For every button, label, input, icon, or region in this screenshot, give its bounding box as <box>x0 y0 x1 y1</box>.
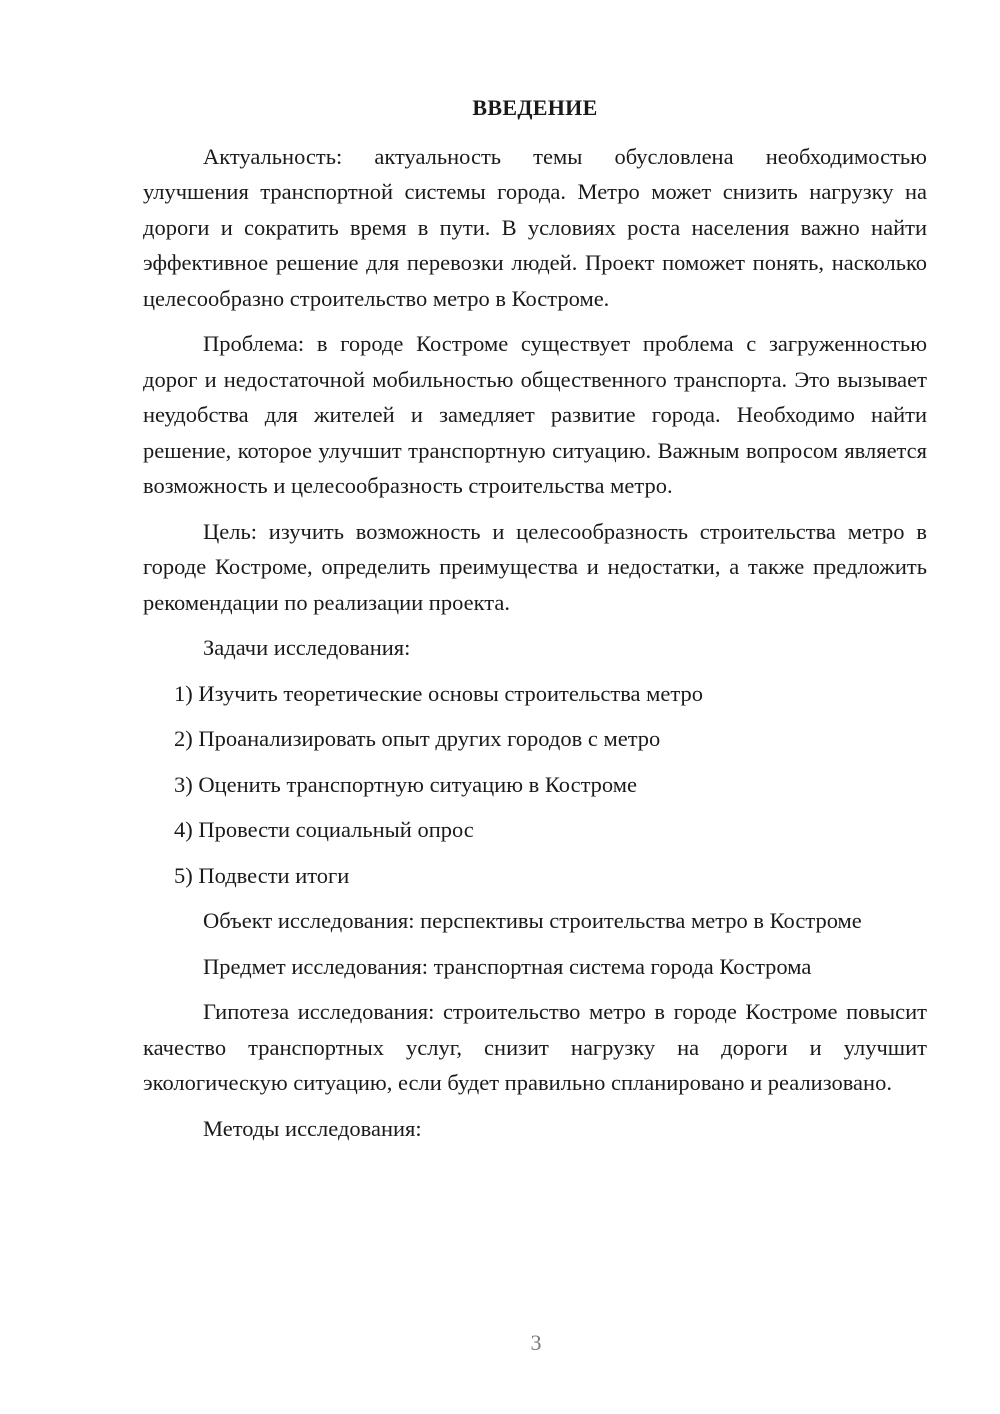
problem-paragraph: Проблема: в городе Костроме существует проблема с загруженностью дорог и недостаточной мобильностью общественного транспорта. Это вызывает неудобства для жителей и замедляет развитие города. Необходимо найти решение, которое улучшит транспортную ситуацию. Важным вопросом является возможность и целесообразность строительства метро. <box>143 331 927 498</box>
goal-paragraph: Цель: изучить возможность и целесообразность строительства метро в городе Костроме, определить преимущества и недостатки, а также предложить рекомендации по реализации проекта. <box>143 518 927 615</box>
page-content <box>143 90 927 1156</box>
relevance-paragraph: Актуальность: актуальность темы обусловлена необходимостью улучшения транспортной системы города. Метро может снизить нагрузку на дороги и сократить время в пути. В условиях роста населения важно найти эффективное решение для перевозки людей. Проект поможет понять, насколько целесообразно строительство метро в Костроме. <box>143 143 927 311</box>
list-item: 5) Подвести итоги <box>174 862 350 888</box>
page-title: ВВЕДЕНИЕ <box>472 95 598 120</box>
list-item: 3) Оценить транспортную ситуацию в Костроме <box>174 771 637 797</box>
object-paragraph: Объект исследования: перспективы строительства метро в Костроме <box>203 908 862 933</box>
hypothesis-paragraph: Гипотеза исследования: строительство метро в городе Костроме повысит качество транспортных услуг, снизит нагрузку на дороги и улучшит экологическую ситуацию, если будет правильно спланировано и реализовано. <box>143 999 927 1095</box>
methods-heading: Методы исследования: <box>203 1115 422 1141</box>
list-item: 2) Проанализировать опыт других городов с метро <box>174 726 661 751</box>
list-item: 1) Изучить теоретические основы строительства метро <box>174 680 703 706</box>
tasks-list <box>143 676 927 894</box>
tasks-heading: Задачи исследования: <box>203 635 411 660</box>
subject-paragraph: Предмет исследования: транспортная система города Кострома <box>203 953 812 979</box>
list-item: 4) Провести социальный опрос <box>174 817 474 842</box>
page-number: 3 <box>530 1330 542 1355</box>
